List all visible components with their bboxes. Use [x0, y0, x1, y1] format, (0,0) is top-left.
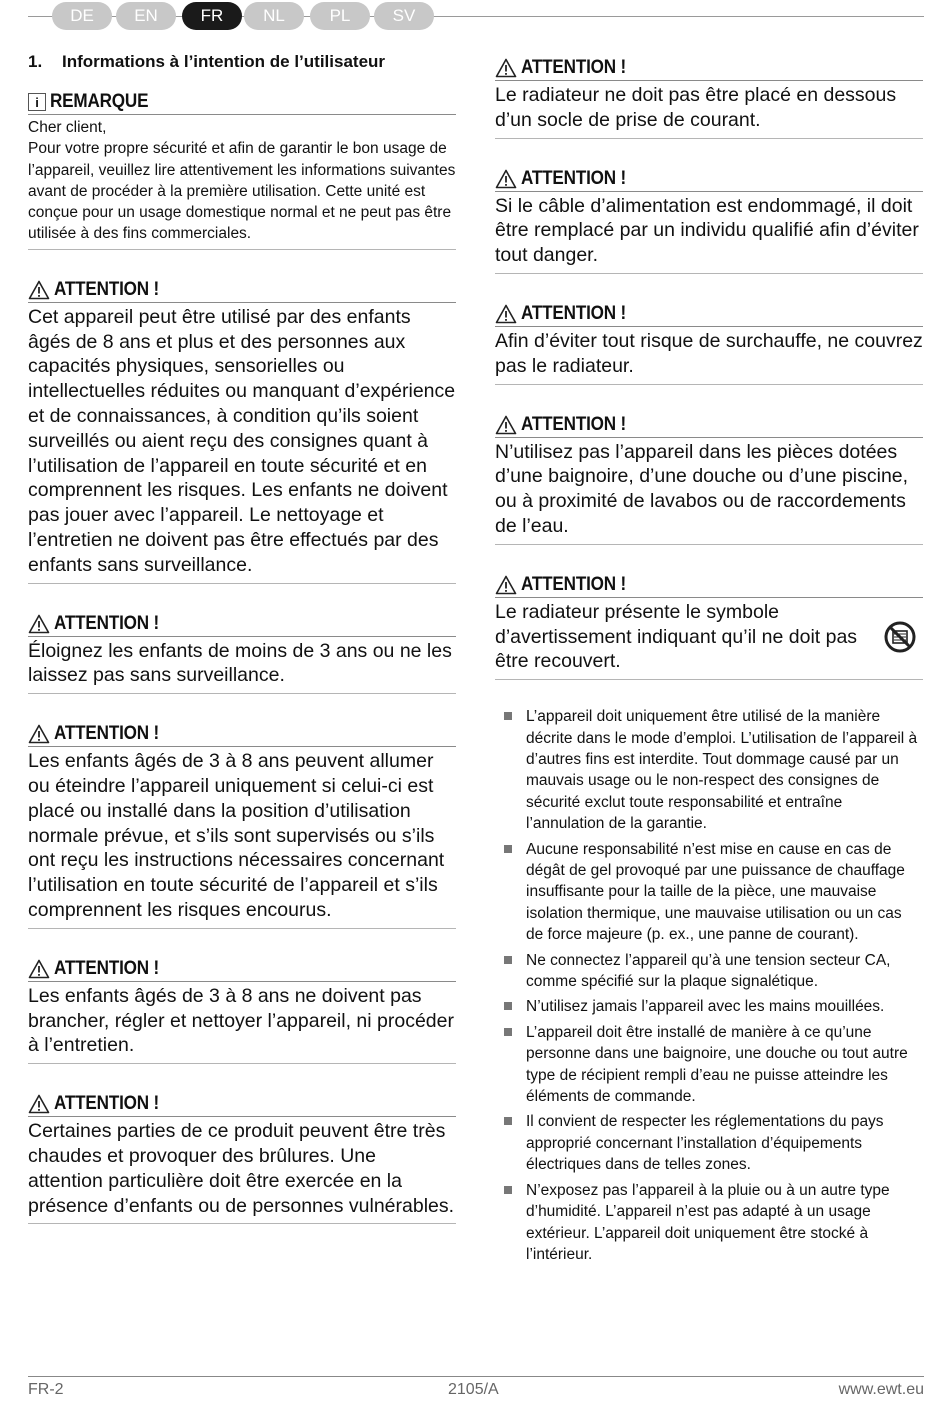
warning-text: Si le câble d’alimentation est endommagé, il doit être remplacé par un individu qualifié afin d’éviter tout danger.	[495, 194, 919, 267]
list-item-text: Aucune responsabilité n’est mise en cause en cas de dégât de gel provoqué par une puissance de chauffage insuffisante pour la taille de la pièce, une mauvaise isolation thermique, une mauvaise utilisation ou un cas de force majeure (p. ex., une panne de courant).	[526, 840, 905, 944]
warning-triangle-icon	[495, 58, 517, 78]
tab-pl[interactable]: PL	[310, 2, 370, 30]
warning-text: Les enfants âgés de 3 à 8 ans ne doivent pas brancher, régler et nettoyer l’appareil, ni procéder à l’entretien.	[28, 984, 454, 1057]
remarque-text: Cher client, Pour votre propre sécurité et afin de garantir le bon usage de l’appareil, veuillez lire attentivement les informations suivantes avant de procéder à la première utilisation. Cette unité est conçue pour un usage domestique normal et ne peut pas être utilisée à des fins commerciales.	[28, 119, 456, 243]
warning-triangle-icon	[495, 169, 517, 189]
warning-heading-text: ATTENTION !	[521, 167, 627, 189]
warning-text: Les enfants âgés de 3 à 8 ans peuvent allumer ou éteindre l’appareil uniquement si celui-ci est placé ou installé dans la position d’utilisation normale prévue, et s’ils sont supervisés ou s’ils ont reçu les instructions nécessaires concernant l’utilisation en toute sécurité de l’appareil et s’ils comprennent les risques encourus.	[28, 750, 445, 921]
warning-block	[28, 612, 456, 695]
warning-triangle-icon	[28, 959, 50, 979]
bullet-square-icon	[504, 1186, 512, 1194]
tab-fr[interactable]: FR	[182, 2, 242, 30]
warning-text: Le radiateur présente le symbole d’avertissement indiquant qu’il ne doit pas être recouvert.	[495, 600, 858, 673]
list-item	[495, 996, 923, 1017]
website-url: www.ewt.eu	[838, 1381, 924, 1398]
warning-body	[495, 598, 923, 679]
warning-text: N’utilisez pas l’appareil dans les pièces dotées d’une baignoire, d’une douche ou d’une piscine, ou à proximité de lavabos ou de raccordements de l’eau.	[495, 440, 909, 537]
bullet-square-icon	[504, 1002, 512, 1010]
warning-heading-text: ATTENTION !	[521, 413, 627, 435]
list-item-text: Il convient de respecter les réglementations du pays approprié concernant l’installation d’équipements électriques dans de telles zones.	[526, 1113, 884, 1174]
list-item-text: L’appareil doit uniquement être utilisé de la manière décrite dans le mode d’emploi. L’utilisation de l’appareil à d’autres fins est interdite. Tout dommage causé par un mauvais usage ou le non-respect des consignes de sécurité exclut toute responsabilité et entraîne l’annulation de la garantie.	[526, 708, 918, 833]
warning-text: Afin d’éviter tout risque de surchauffe, ne couvrez pas le radiateur.	[495, 329, 923, 377]
warning-triangle-icon	[28, 1094, 50, 1114]
warning-heading-text: ATTENTION !	[54, 612, 160, 634]
bullet-list	[495, 706, 923, 1265]
warning-heading	[495, 167, 923, 192]
bullet-square-icon	[504, 1117, 512, 1125]
warning-heading	[495, 56, 923, 81]
warning-block	[495, 573, 923, 680]
page-number: FR-2	[28, 1381, 64, 1398]
warning-heading	[495, 573, 923, 598]
bullet-square-icon	[504, 845, 512, 853]
bullet-square-icon	[504, 956, 512, 964]
remarque-heading-text: REMARQUE	[50, 91, 149, 112]
warning-block	[495, 302, 923, 385]
tab-en[interactable]: EN	[116, 2, 176, 30]
tab-de[interactable]: DE	[52, 2, 112, 30]
do-not-cover-icon	[883, 620, 917, 654]
list-item-text: Ne connectez l’appareil qu’à une tension secteur CA, comme spécifié sur la plaque signalétique.	[526, 951, 891, 991]
section-title	[28, 52, 456, 72]
left-column	[28, 52, 456, 1224]
left-warnings	[28, 250, 456, 1225]
warning-block	[495, 167, 923, 274]
info-icon: i	[28, 93, 46, 111]
warning-heading-text: ATTENTION !	[521, 57, 627, 78]
warning-text: Éloignez les enfants de moins de 3 ans ou ne les laissez pas sans surveillance.	[28, 639, 452, 687]
tab-sv[interactable]: SV	[374, 2, 434, 30]
warning-heading	[495, 413, 923, 438]
bullet-square-icon	[504, 712, 512, 720]
section-number: 1.	[28, 52, 43, 71]
warning-heading	[28, 722, 456, 747]
page-footer	[28, 1376, 924, 1398]
warning-heading	[28, 278, 456, 303]
list-item	[495, 1111, 923, 1175]
warning-heading-text: ATTENTION !	[521, 573, 627, 595]
warning-block	[495, 56, 923, 139]
warning-text: Cet appareil peut être utilisé par des enfants âgés de 8 ans et plus et des personnes aux capacités physiques, sensorielles ou intellectuelles réduites ou manquant d’expérience et de connaissances, à condition qu’ils soient surveillés ou aient reçu des consignes quant à l’utilisation de l’appareil en toute sécurité et en comprennent les risques. Les enfants ne doivent pas jouer avec l’appareil. Le nettoyage et l’entretien ne doivent pas être effectués par des enfants sans surveillance.	[28, 305, 456, 576]
warning-heading-text: ATTENTION !	[54, 278, 160, 300]
right-warnings	[495, 56, 923, 680]
warning-triangle-icon	[28, 614, 50, 634]
warning-triangle-icon	[495, 415, 517, 435]
warning-heading	[28, 1092, 456, 1117]
warning-triangle-icon	[495, 304, 517, 324]
warning-block	[28, 722, 456, 929]
document-code: 2105/A	[448, 1381, 499, 1398]
tab-nl[interactable]: NL	[244, 2, 304, 30]
warning-block	[28, 278, 456, 584]
list-item	[495, 1022, 923, 1108]
warning-triangle-icon	[495, 575, 517, 595]
right-column	[495, 56, 923, 1269]
warning-heading-text: ATTENTION !	[54, 1093, 160, 1115]
section-title-text: Informations à l’intention de l’utilisateur	[62, 52, 386, 71]
warning-heading	[28, 612, 456, 637]
list-item	[495, 1180, 923, 1266]
warning-text: Le radiateur ne doit pas être placé en dessous d’un socle de prise de courant.	[495, 84, 897, 131]
warning-heading-text: ATTENTION !	[54, 957, 160, 979]
warning-triangle-icon	[28, 280, 50, 300]
bullet-square-icon	[504, 1028, 512, 1036]
warning-heading	[28, 957, 456, 982]
remarque-heading	[28, 90, 456, 115]
warning-heading	[495, 302, 923, 327]
list-item	[495, 839, 923, 946]
warning-triangle-icon	[28, 724, 50, 744]
language-tabs	[28, 0, 924, 32]
warning-block	[28, 1092, 456, 1224]
warning-heading-text: ATTENTION !	[521, 302, 627, 324]
warning-text: Certaines parties de ce produit peuvent être très chaudes et provoquer des brûlures. Une attention particulière doit être exercée en la présence d’enfants ou de personnes vulnérables.	[28, 1120, 455, 1217]
list-item-text: N’utilisez jamais l’appareil avec les mains mouillées.	[526, 998, 885, 1016]
list-item	[495, 950, 923, 993]
warning-block	[28, 957, 456, 1064]
warning-block	[495, 413, 923, 545]
remarque-block	[28, 90, 456, 250]
list-item-text: N’exposez pas l’appareil à la pluie ou à un autre type d’humidité. L’appareil n’est pas adapté à un usage extérieur. L’appareil doit uniquement être stocké à l’intérieur.	[526, 1181, 890, 1263]
warning-heading-text: ATTENTION !	[54, 723, 160, 745]
list-item	[495, 706, 923, 834]
list-item-text: L’appareil doit être installé de manière à ce qu’une personne dans une baignoire, une douche ou tout autre type de récipient rempli d’eau ne puisse atteindre les éléments de commande.	[526, 1023, 908, 1106]
